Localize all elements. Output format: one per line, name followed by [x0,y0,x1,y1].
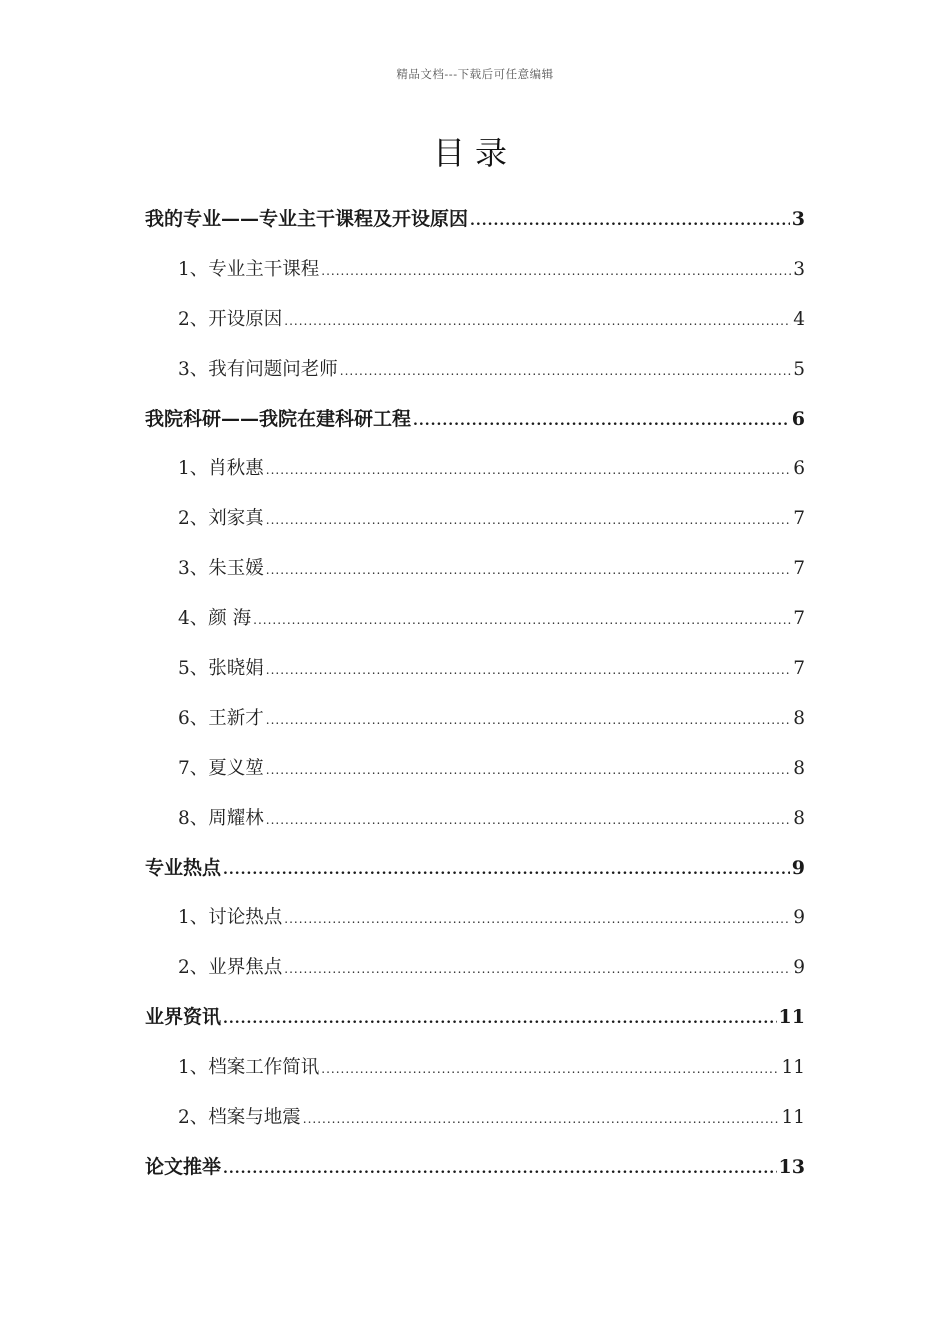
page-title: 目录 [432,134,517,172]
toc-entry-label: 2、开设原因 [178,308,283,330]
toc-section-entry[interactable] [145,844,805,894]
toc-dot-leader [266,446,791,496]
toc-subsection-entry[interactable] [145,1093,805,1143]
toc-dot-leader [470,197,790,247]
toc-entry-label: 8、周耀林 [178,807,264,829]
toc-entry-label: 论文推举 [145,1155,222,1178]
table-of-contents [145,195,805,1193]
toc-dot-leader [284,895,791,945]
toc-page-number: 11 [778,1006,805,1029]
toc-page-number: 3 [791,208,805,230]
toc-entry-label: 2、档案与地震 [178,1107,301,1129]
header-watermark: 精品文档---下载后可任意编辑 [396,67,554,81]
toc-subsection-entry[interactable] [145,744,805,794]
toc-dot-leader [266,496,791,546]
toc-dot-leader [413,397,790,447]
toc-dot-leader [223,846,790,896]
toc-page-number: 4 [793,308,805,330]
toc-page-number: 8 [793,757,805,779]
toc-dot-leader [266,746,791,796]
toc-entry-label: 我院科研——我院在建科研工程 [145,407,412,430]
toc-dot-leader [284,297,791,347]
toc-subsection-entry[interactable] [145,694,805,744]
toc-subsection-entry[interactable] [145,295,805,345]
toc-page-number: 6 [791,407,805,430]
toc-dot-leader [266,796,791,846]
toc-dot-leader [340,347,791,397]
toc-page-number: 7 [793,658,805,680]
toc-entry-label: 1、档案工作简讯 [178,1057,320,1079]
toc-entry-label: 专业热点 [145,856,222,879]
toc-entry-label: 1、专业主干课程 [178,258,320,280]
toc-entry-label: 2、刘家真 [178,508,264,530]
toc-page-number: 9 [793,907,805,929]
toc-subsection-entry[interactable] [145,544,805,594]
toc-subsection-entry[interactable] [145,444,805,494]
toc-subsection-entry[interactable] [145,1043,805,1093]
toc-entry-label: 5、张晓娟 [178,658,264,680]
toc-dot-leader [321,247,791,297]
toc-page-number: 11 [781,1057,805,1079]
toc-subsection-entry[interactable] [145,943,805,993]
toc-section-entry[interactable] [145,395,805,445]
toc-dot-leader [266,696,791,746]
toc-page-number: 8 [793,707,805,729]
toc-entry-label: 3、我有问题问老师 [178,358,338,380]
toc-section-entry[interactable] [145,195,805,245]
toc-dot-leader [266,646,791,696]
toc-entry-label: 2、业界焦点 [178,957,283,979]
toc-page-number: 6 [793,458,805,480]
toc-entry-label: 1、肖秋惠 [178,458,264,480]
toc-entry-label: 1、讨论热点 [178,907,283,929]
toc-subsection-entry[interactable] [145,893,805,943]
toc-page-number: 7 [793,558,805,580]
toc-page-number: 13 [778,1155,805,1178]
toc-page-number: 3 [793,258,805,280]
toc-subsection-entry[interactable] [145,794,805,844]
toc-entry-label: 业界资讯 [145,1006,222,1029]
toc-dot-leader [253,596,791,646]
toc-dot-leader [321,1045,779,1095]
toc-subsection-entry[interactable] [145,494,805,544]
toc-subsection-entry[interactable] [145,345,805,395]
toc-page-number: 7 [793,508,805,530]
toc-page-number: 9 [791,856,805,879]
toc-page-number: 9 [793,957,805,979]
toc-subsection-entry[interactable] [145,594,805,644]
toc-entry-label: 我的专业——专业主干课程及开设原因 [145,208,469,230]
toc-dot-leader [303,1095,780,1145]
toc-dot-leader [284,945,791,995]
toc-entry-label: 3、朱玉媛 [178,558,264,580]
toc-page-number: 7 [793,608,805,630]
toc-dot-leader [266,546,791,596]
toc-entry-label: 6、王新才 [178,707,264,729]
toc-section-entry[interactable] [145,1143,805,1193]
toc-page-number: 11 [781,1107,805,1129]
toc-page-number: 8 [793,807,805,829]
toc-entry-label: 4、颜 海 [178,608,252,630]
toc-subsection-entry[interactable] [145,644,805,694]
toc-subsection-entry[interactable] [145,245,805,295]
toc-section-entry[interactable] [145,993,805,1043]
toc-entry-label: 7、夏义堃 [178,757,264,779]
toc-page-number: 5 [793,358,805,380]
toc-dot-leader [223,1145,777,1195]
toc-dot-leader [223,995,777,1045]
